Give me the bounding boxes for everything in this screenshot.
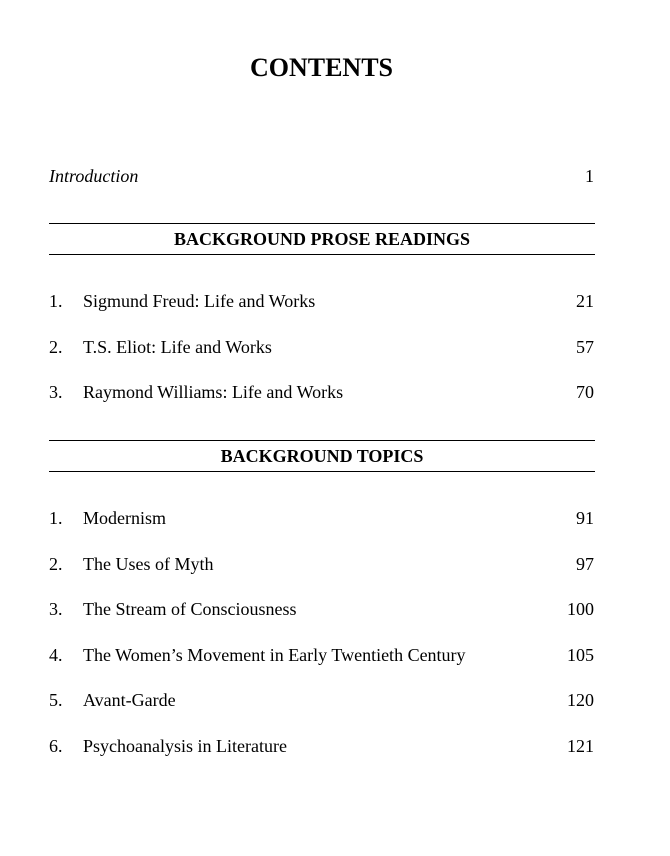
- toc-entry[interactable]: [49, 553, 594, 575]
- toc-list-background-topics: [49, 507, 594, 780]
- section-heading-background-prose-readings: BACKGROUND PROSE READINGS: [49, 223, 595, 255]
- toc-entry[interactable]: [49, 598, 594, 620]
- toc-entry[interactable]: [49, 336, 594, 358]
- toc-entry-number: 3.: [49, 382, 63, 402]
- toc-entry-page-number: 57: [576, 336, 594, 357]
- toc-entry-page-number: 70: [576, 382, 594, 402]
- toc-entry-page-number: 121: [567, 735, 594, 756]
- toc-entry-number: 1.: [49, 291, 63, 311]
- toc-entry-page-number: 1: [585, 166, 594, 186]
- toc-entry-page-number: 91: [576, 508, 594, 528]
- page-title: CONTENTS: [249, 53, 394, 82]
- toc-entry-page-number: 21: [576, 291, 594, 311]
- toc-entry-number: 1.: [49, 508, 63, 528]
- toc-entry-title: Avant-Garde: [83, 690, 176, 710]
- toc-entry[interactable]: [49, 689, 594, 711]
- toc-entry-number: 2.: [49, 336, 63, 357]
- toc-entry-page-number: 97: [576, 553, 594, 574]
- toc-entry-title: The Uses of Myth: [83, 553, 214, 574]
- toc-list-background-prose-readings: [49, 290, 594, 427]
- toc-entry-title: Psychoanalysis in Literature: [83, 735, 287, 756]
- toc-entry[interactable]: [49, 735, 594, 757]
- toc-entry-title: The Women’s Movement in Early Twentieth Century: [83, 644, 466, 665]
- toc-entry-title: Introduction: [49, 166, 139, 186]
- toc-entry[interactable]: [49, 507, 594, 529]
- toc-entry-number: 6.: [49, 735, 63, 756]
- toc-entry-title: Raymond Williams: Life and Works: [83, 382, 344, 402]
- toc-entry-title: Modernism: [83, 508, 166, 528]
- toc-entry-introduction[interactable]: [49, 165, 594, 187]
- toc-entry-number: 3.: [49, 599, 63, 619]
- toc-entry-page-number: 100: [567, 599, 594, 619]
- toc-entry-page-number: 105: [567, 644, 594, 665]
- toc-entry-page-number: 120: [567, 690, 594, 710]
- toc-entry-number: 5.: [49, 690, 63, 710]
- toc-entry[interactable]: [49, 381, 594, 403]
- toc-entry[interactable]: [49, 290, 594, 312]
- toc-entry[interactable]: [49, 644, 594, 666]
- toc-entry-title: T.S. Eliot: Life and Works: [83, 336, 272, 357]
- toc-entry-number: 2.: [49, 553, 63, 574]
- toc-entry-title: The Stream of Consciousness: [83, 599, 297, 619]
- toc-entry-title: Sigmund Freud: Life and Works: [83, 291, 316, 311]
- section-heading-background-topics: BACKGROUND TOPICS: [49, 440, 595, 472]
- toc-entry-number: 4.: [49, 644, 63, 665]
